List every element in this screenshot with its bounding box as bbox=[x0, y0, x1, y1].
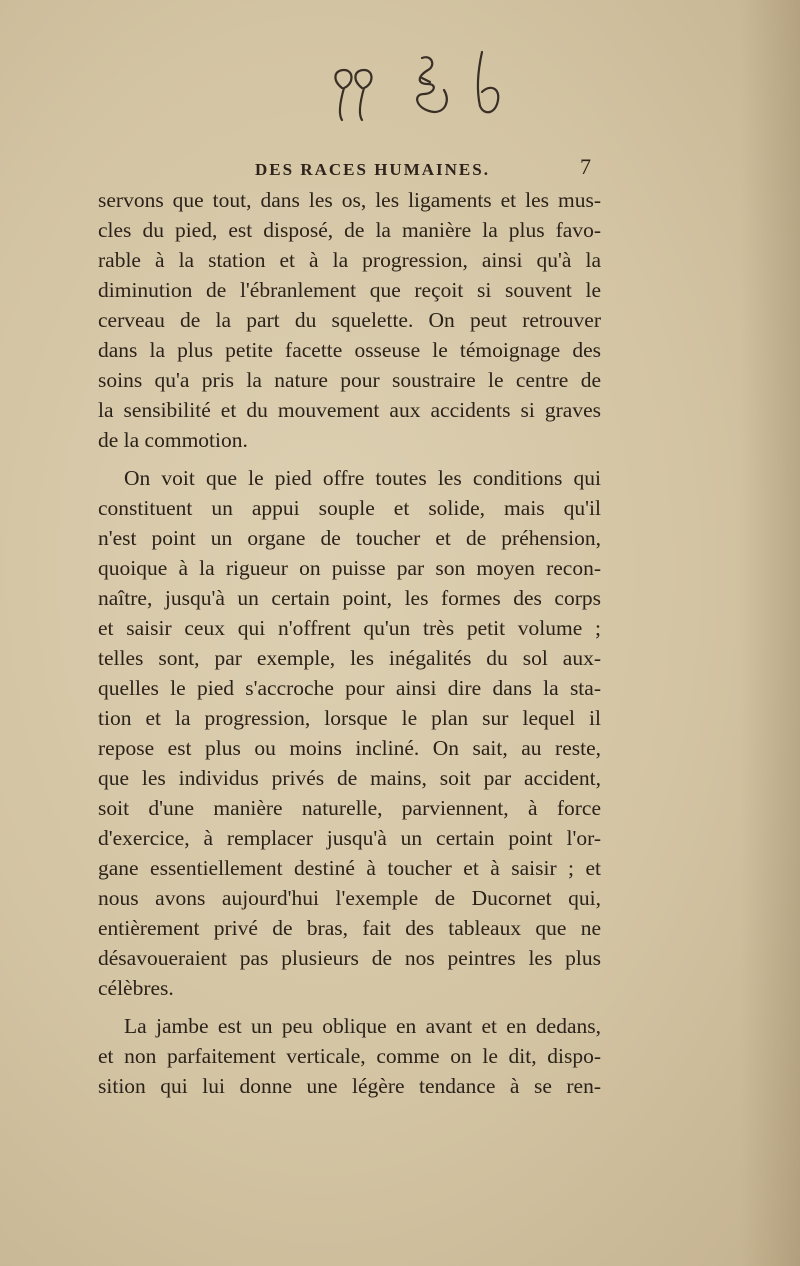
text-line: soit d'une manière naturelle, parviennent, à force bbox=[98, 796, 601, 820]
handwritten-shelfmark bbox=[320, 40, 520, 140]
text-line: diminution de l'ébranlement que reçoit si souvent le bbox=[98, 278, 601, 302]
text-line: quoique à la rigueur on puisse par son moyen recon- bbox=[98, 556, 601, 580]
text-line: constituent un appui souple et solide, mais qu'il bbox=[98, 496, 601, 520]
text-line: nous avons aujourd'hui l'exemple de Ducornet qui, bbox=[98, 886, 601, 910]
text-line: telles sont, par exemple, les inégalités du sol aux- bbox=[98, 646, 601, 670]
text-line: cerveau de la part du squelette. On peut retrouver bbox=[98, 308, 601, 332]
text-line: célèbres. bbox=[98, 976, 174, 1000]
body-text bbox=[98, 185, 601, 1101]
text-line: d'exercice, à remplacer jusqu'à un certain point l'or- bbox=[98, 826, 601, 850]
text-line: dans la plus petite facette osseuse le témoignage des bbox=[98, 338, 601, 362]
text-line: soins qu'a pris la nature pour soustraire le centre de bbox=[98, 368, 601, 392]
text-line: rable à la station et à la progression, ainsi qu'à la bbox=[98, 248, 601, 272]
text-line: servons que tout, dans les os, les ligaments et les mus- bbox=[98, 188, 601, 212]
text-line: la sensibilité et du mouvement aux accidents si graves bbox=[98, 398, 601, 422]
page-number: 7 bbox=[580, 154, 591, 179]
text-line: que les individus privés de mains, soit par accident, bbox=[98, 766, 601, 790]
running-head: DES RACES HUMAINES. bbox=[255, 160, 490, 179]
text-line: repose est plus ou moins incliné. On sait, au reste, bbox=[98, 736, 601, 760]
text-line: et saisir ceux qui n'offrent qu'un très petit volume ; bbox=[98, 616, 601, 640]
text-line: n'est point un organe de toucher et de préhension, bbox=[98, 526, 601, 550]
text-line: quelles le pied s'accroche pour ainsi dire dans la sta- bbox=[98, 676, 601, 700]
text-line: entièrement privé de bras, fait des tableaux que ne bbox=[98, 916, 601, 940]
text-line: de la commotion. bbox=[98, 428, 248, 452]
text-line: tion et la progression, lorsque le plan sur lequel il bbox=[98, 706, 601, 730]
text-line: gane essentiellement destiné à toucher et à saisir ; et bbox=[98, 856, 601, 880]
text-line: sition qui lui donne une légère tendance à se ren- bbox=[98, 1074, 601, 1098]
text-line: désavoueraient pas plusieurs de nos peintres les plus bbox=[98, 946, 601, 970]
text-line: On voit que le pied offre toutes les conditions qui bbox=[124, 466, 601, 490]
text-line: cles du pied, est disposé, de la manière la plus favo- bbox=[98, 218, 601, 242]
text-line: et non parfaitement verticale, comme on le dit, dispo- bbox=[98, 1044, 601, 1068]
text-line: naître, jusqu'à un certain point, les formes des corps bbox=[98, 586, 601, 610]
text-line: La jambe est un peu oblique en avant et en dedans, bbox=[124, 1014, 601, 1038]
